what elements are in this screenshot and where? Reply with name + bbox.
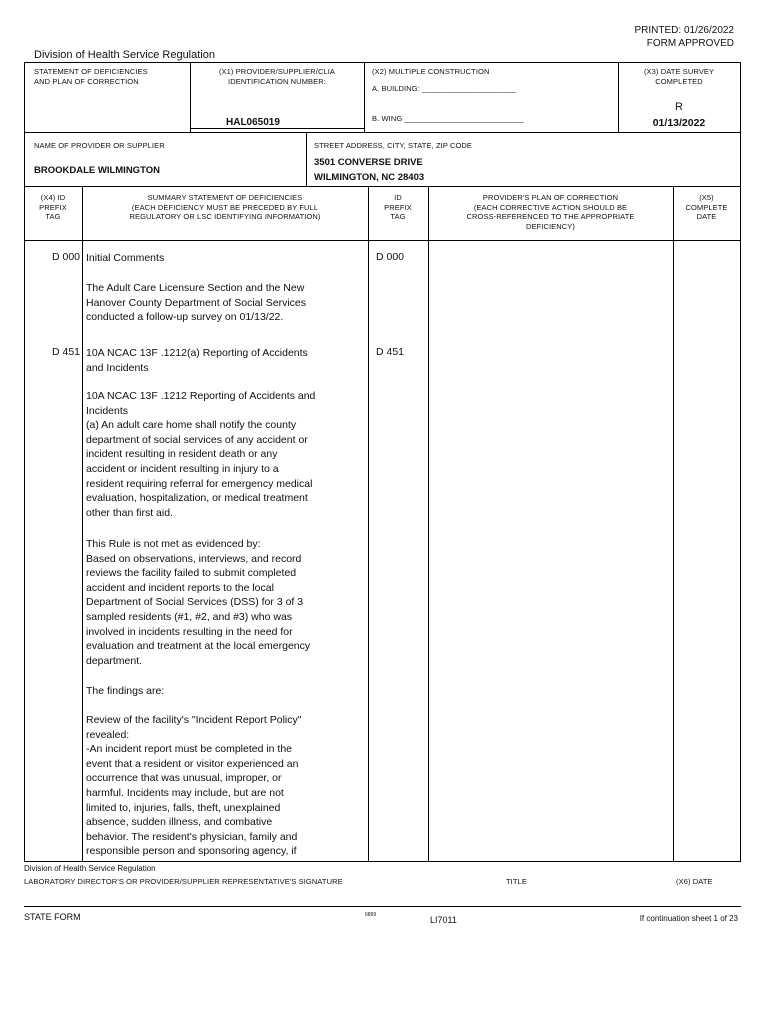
x3-r: R (675, 101, 683, 113)
printed-date: PRINTED: 01/26/2022 (634, 25, 734, 36)
title-label: TITLE (506, 877, 527, 886)
col-id-header: ID PREFIX TAG (384, 193, 412, 221)
form-number: 6899 (365, 912, 377, 918)
col-x4-header: (X4) ID PREFIX TAG (39, 193, 67, 221)
findings-heading: The findings are: (86, 685, 165, 697)
rule-title: 10A NCAC 13F .1212(a) Reporting of Accidents and Incidents (86, 347, 308, 374)
findings-summary: This Rule is not met as evidenced by: Based on observations, interviews, and record reviews the facility failed to submit completed accident and incident reports to the local Department of Social Services (DSS) for 3 of 3 sampled residents (#1, #2, and #3) who was involved in incidents resulting in the need for evaluation and treatment at the local emergency department. (86, 538, 311, 667)
initial-comments-heading: Initial Comments (86, 252, 165, 264)
provider-label: NAME OF PROVIDER OR SUPPLIER (34, 141, 165, 150)
division-title: Division of Health Service Regulation (34, 49, 215, 61)
policy-review: Review of the facility's "Incident Report Policy" revealed: -An incident report must be completed in the event that a resident or visitor experienced an occurrence that was unusual, improper, or harmful. Incidents may include, but are not limited to, injuries, falls, theft, unexplained absence, sudden illness, and combative behavior. The resident's physician, family and responsible person and sponsoring agency, if (86, 714, 302, 858)
event-code: LI7011 (430, 915, 457, 925)
tag-d000-right: D 000 (376, 251, 405, 263)
date-label: (X6) DATE (676, 877, 713, 886)
x3-label: (X3) DATE SURVEY COMPLETED (643, 67, 715, 86)
state-form-label: STATE FORM (24, 912, 81, 922)
form-approved: FORM APPROVED (646, 38, 734, 49)
wing-field: B. WING ____________________________ (372, 114, 525, 123)
x2-label: (X2) MULTIPLE CONSTRUCTION (372, 67, 490, 76)
col-x5-header: (X5) COMPLETE DATE (685, 193, 728, 221)
survey-date: 01/13/2022 (652, 117, 706, 129)
rule-text: 10A NCAC 13F .1212 Reporting of Accidents and Incidents (a) An adult care home shall notify the county department of social services of any accident or incident resulting in resident death or any accident or incident resulting in injury to a resident requiring referral for emergency medical evaluation, hospitalization, or medical treatment other than first aid. (86, 390, 316, 519)
tag-d451: D 451 (52, 346, 81, 358)
provider-id: HAL065019 (226, 117, 280, 128)
street-line2: WILMINGTON, NC 28403 (314, 172, 425, 183)
signature-label: LABORATORY DIRECTOR'S OR PROVIDER/SUPPLIER REPRESENTATIVE'S SIGNATURE (24, 877, 343, 886)
footer-division: Division of Health Service Regulation (24, 864, 156, 873)
provider-name: BROOKDALE WILMINGTON (34, 165, 160, 176)
tag-d451-right: D 451 (376, 346, 405, 358)
col-summary-header: SUMMARY STATEMENT OF DEFICIENCIES (EACH DEFICIENCY MUST BE PRECEDED BY FULL REGULATORY OR LSC IDENTIFYING INFORMATION) (129, 193, 321, 221)
building-field: A. BUILDING: ______________________ (372, 84, 517, 93)
tag-d000: D 000 (52, 251, 81, 263)
continuation-note: If continuation sheet 1 of 23 (639, 914, 738, 923)
street-label: STREET ADDRESS, CITY, STATE, ZIP CODE (314, 141, 473, 150)
x1-label: (X1) PROVIDER/SUPPLIER/CLIA IDENTIFICATION NUMBER: (218, 67, 336, 86)
statement-label: STATEMENT OF DEFICIENCIES AND PLAN OF CORRECTION (34, 67, 148, 86)
street-line1: 3501 CONVERSE DRIVE (314, 157, 423, 168)
col-plan-header: PROVIDER'S PLAN OF CORRECTION (EACH CORRECTIVE ACTION SHOULD BE CROSS-REFERENCED TO THE APPROPRIATE DEFICIENCY) (466, 193, 635, 231)
survey-intro-paragraph: The Adult Care Licensure Section and the New Hanover County Department of Social Services conducted a follow-up survey on 01/13/22. (86, 282, 307, 324)
